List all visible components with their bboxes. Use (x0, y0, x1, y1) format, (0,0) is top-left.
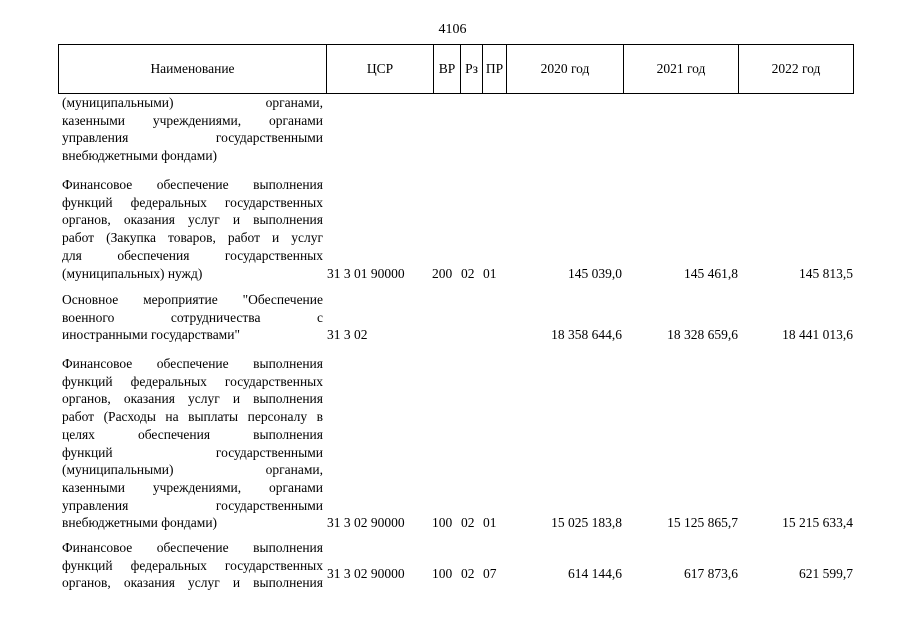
name-line: (муниципальными) органами, (62, 462, 323, 478)
header-vr: ВР (434, 45, 461, 94)
row-amount-2022: 18 441 013,6 (782, 327, 853, 343)
row-amount-2022: 621 599,7 (799, 566, 853, 581)
name-line: функций федеральных государственных (62, 373, 323, 389)
table-header (58, 44, 854, 94)
name-line: функций государственными (62, 444, 323, 460)
row-name (62, 291, 323, 344)
name-line: органов, оказания услуг и выполнения (62, 575, 323, 591)
name-line: Финансовое обеспечение выполнения (62, 540, 323, 555)
row-name (62, 539, 323, 592)
row-csr: 31 3 02 90000 (327, 515, 405, 531)
row-amount-2021: 15 125 865,7 (667, 515, 738, 531)
row-amount-2022: 145 813,5 (799, 265, 853, 281)
name-line: военного сотрудничества с (62, 309, 323, 325)
row-csr: 31 3 02 90000 (327, 566, 405, 581)
name-line: (муниципальными) органами, (62, 95, 323, 110)
row-csr: 31 3 01 90000 (327, 265, 405, 281)
header-rz: Рз (461, 45, 483, 94)
header-name: Наименование (59, 45, 327, 94)
name-line: работ (Закупка товаров, работ и услуг (62, 230, 323, 246)
row-csr: 31 3 02 (327, 327, 368, 343)
name-line: казенными учреждениями, органами (62, 112, 323, 128)
header-year-2021: 2021 год (624, 45, 739, 94)
name-line: работ (Расходы на выплаты персоналу в (62, 409, 323, 425)
header-year-2020: 2020 год (507, 45, 624, 94)
name-line: целях обеспечения выполнения (62, 426, 323, 442)
row-amount-2020: 614 144,6 (568, 566, 622, 581)
name-line: казенными учреждениями, органами (62, 479, 323, 495)
page-number: 4106 (438, 22, 467, 37)
row-name (62, 355, 323, 532)
row-name (62, 176, 323, 282)
row-rz: 02 (461, 566, 475, 581)
row-amount-2020: 145 039,0 (568, 265, 622, 281)
name-line: Основное мероприятие "Обеспечение (62, 292, 323, 307)
name-line: органов, оказания услуг и выполнения (62, 212, 323, 228)
row-amount-2021: 145 461,8 (684, 265, 738, 281)
row-amount-2021: 18 328 659,6 (667, 327, 738, 343)
name-line: Финансовое обеспечение выполнения (62, 356, 323, 371)
row-amount-2020: 18 358 644,6 (551, 327, 622, 343)
row-amount-2021: 617 873,6 (684, 566, 738, 581)
name-line: для обеспечения государственных (62, 247, 323, 263)
name-line: внебюджетными фондами) (62, 515, 218, 531)
name-line: функций федеральных государственных (62, 194, 323, 210)
row-vr: 100 (432, 566, 453, 581)
row-rz: 02 (461, 265, 475, 281)
name-line: органов, оказания услуг и выполнения (62, 391, 323, 407)
row-pr: 07 (483, 566, 497, 581)
name-line: управления государственными (62, 497, 323, 513)
name-line: Финансовое обеспечение выполнения (62, 177, 323, 192)
name-line: внебюджетными фондами) (62, 148, 218, 164)
row-pr: 01 (483, 265, 497, 281)
header-csr: ЦСР (327, 45, 434, 94)
name-line: управления государственными (62, 130, 323, 146)
row-pr: 01 (483, 515, 497, 531)
row-name (62, 94, 323, 165)
row-rz: 02 (461, 515, 475, 531)
row-vr: 100 (432, 515, 453, 531)
name-line: иностранными государствами" (62, 327, 240, 343)
name-line: функций федеральных государственных (62, 557, 323, 573)
row-amount-2022: 15 215 633,4 (782, 515, 853, 531)
header-pr: ПР (483, 45, 507, 94)
row-vr: 200 (432, 265, 453, 281)
name-line: (муниципальных) нужд) (62, 265, 203, 281)
row-amount-2020: 15 025 183,8 (551, 515, 622, 531)
header-year-2022: 2022 год (739, 45, 854, 94)
